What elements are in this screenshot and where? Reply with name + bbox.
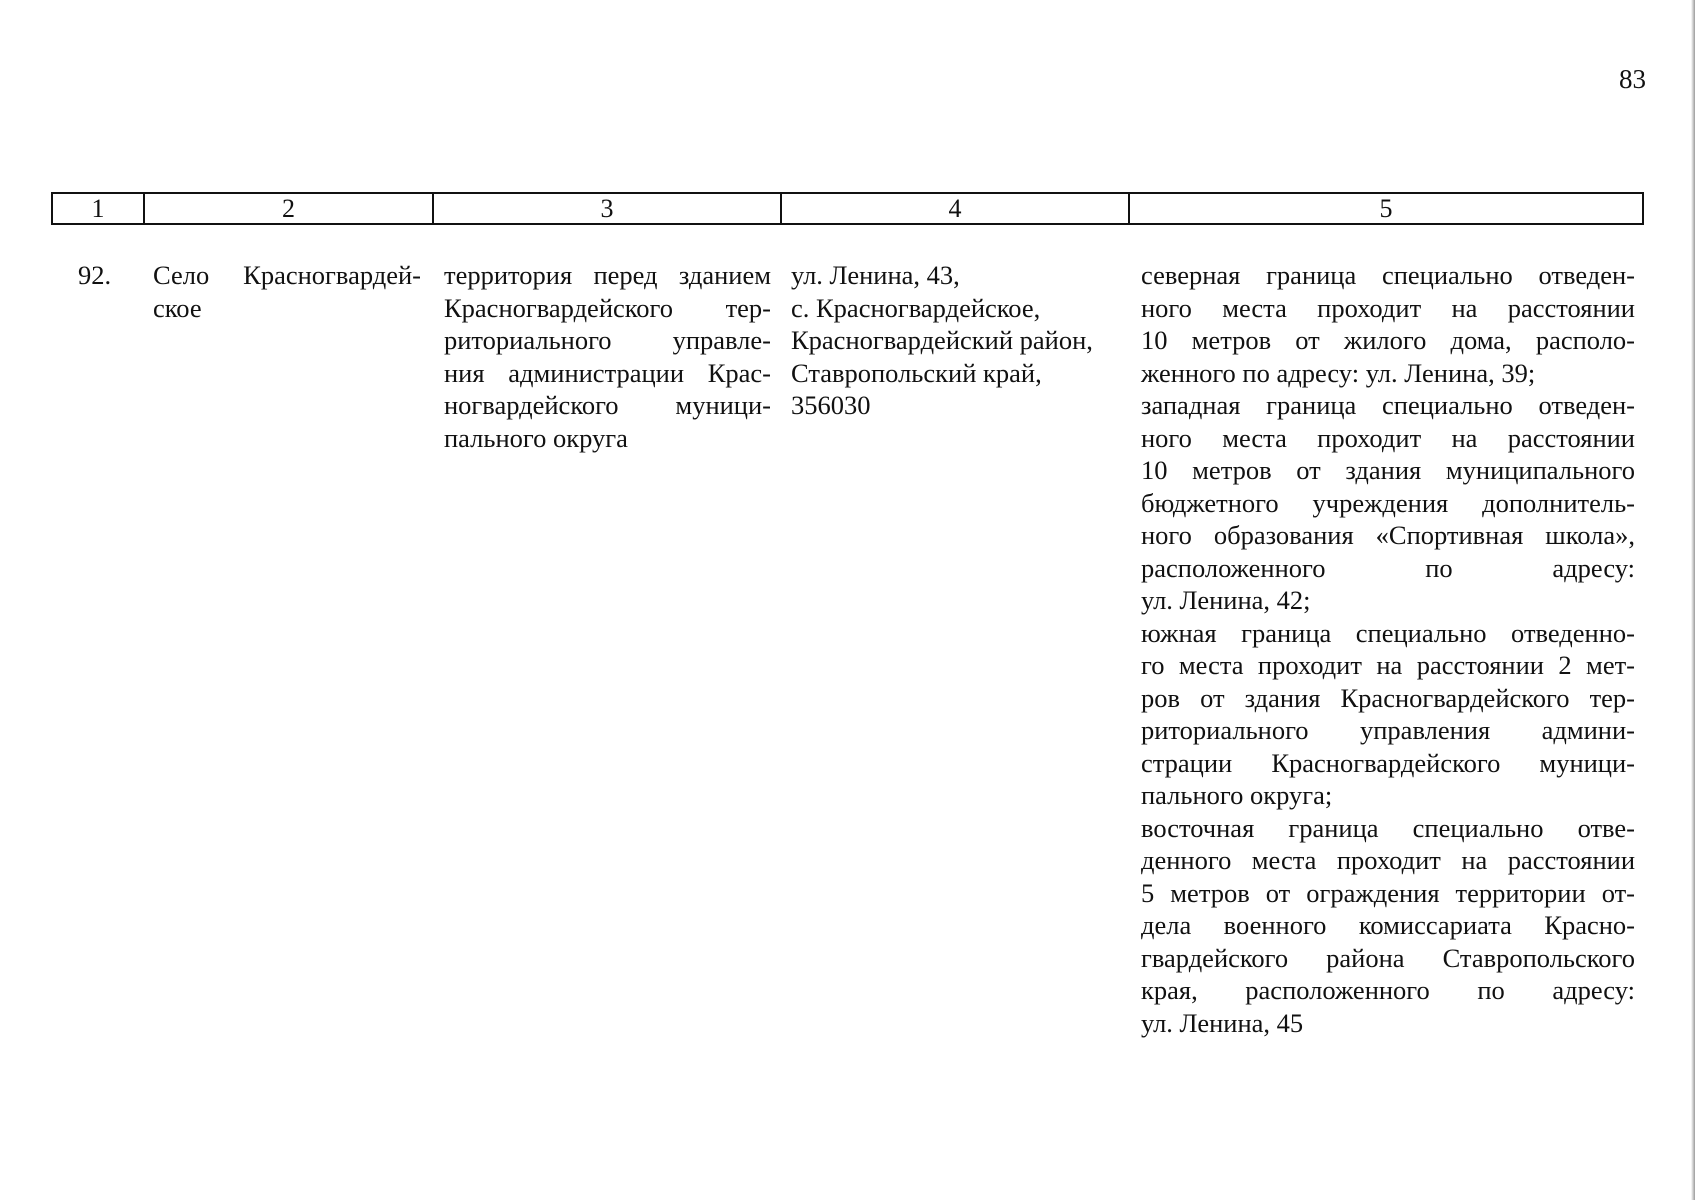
boundary-line: южная граница специально отведенно- bbox=[1141, 617, 1635, 648]
boundary-line: ного места проходит на расстоянии bbox=[1141, 422, 1635, 453]
settlement-line: Село Красногвардей- bbox=[153, 260, 421, 290]
row-number bbox=[78, 259, 138, 292]
boundary-line: северная граница специально отведен- bbox=[1141, 260, 1635, 290]
boundary-line: женного по адресу: ул. Ленина, 39; bbox=[1141, 357, 1536, 388]
settlement-line: ское bbox=[153, 292, 202, 323]
address-cell bbox=[791, 259, 1121, 422]
location-line: Красногвардейского тер- bbox=[444, 292, 771, 323]
boundary-line: ного места проходит на расстоянии bbox=[1141, 292, 1635, 323]
boundary-line: гвардейского района Ставропольского bbox=[1141, 942, 1635, 973]
boundary-line: риториального управления админи- bbox=[1141, 715, 1635, 745]
boundary-line: пального округа; bbox=[1141, 780, 1333, 810]
address-line: с. Красногвардейское, bbox=[791, 292, 1041, 323]
address-line: ул. Ленина, 43, bbox=[791, 260, 960, 290]
boundary-line: страции Красногвардейского муници- bbox=[1141, 747, 1635, 778]
boundary-line: ул. Ленина, 45 bbox=[1141, 1007, 1304, 1038]
location-line: ногвардейского муници- bbox=[444, 390, 771, 420]
address-line: 356030 bbox=[791, 390, 871, 420]
boundary-line: 10 метров от здания муниципального bbox=[1141, 455, 1635, 485]
location-line: территория перед зданием bbox=[444, 260, 771, 290]
page-number: 83 bbox=[1619, 64, 1646, 94]
boundary-line: 10 метров от жилого дома, располо- bbox=[1141, 325, 1635, 355]
page-edge-shadow bbox=[1691, 0, 1695, 1200]
boundary-line: ного образования «Спортивная школа», bbox=[1141, 520, 1635, 550]
address-line: Ставропольский край, bbox=[791, 357, 1042, 388]
header-cell-4: 4 bbox=[782, 194, 1130, 223]
table-header-row bbox=[51, 192, 1644, 225]
boundary-line: бюджетного учреждения дополнитель- bbox=[1141, 487, 1635, 518]
boundary-line: ров от здания Красногвардейского тер- bbox=[1141, 682, 1635, 713]
settlement-cell bbox=[153, 259, 421, 324]
header-cell-2: 2 bbox=[145, 194, 434, 223]
row-number-text: 92. bbox=[78, 260, 112, 290]
boundary-cell bbox=[1141, 259, 1635, 1039]
boundary-line: восточная граница специально отве- bbox=[1141, 812, 1635, 843]
location-line: риториального управле- bbox=[444, 325, 771, 355]
boundary-line: западная граница специально отведен- bbox=[1141, 390, 1635, 420]
boundary-line: ул. Ленина, 42; bbox=[1141, 585, 1311, 615]
boundary-line: дела военного комиссариата Красно- bbox=[1141, 910, 1635, 940]
boundary-line: 5 метров от ограждения территории от- bbox=[1141, 877, 1635, 908]
header-cell-3: 3 bbox=[434, 194, 782, 223]
header-cell-5: 5 bbox=[1379, 194, 1393, 223]
boundary-line: расположенного по адресу: bbox=[1141, 552, 1635, 583]
boundary-line: денного места проходит на расстоянии bbox=[1141, 845, 1635, 875]
location-line: пального округа bbox=[444, 422, 628, 453]
boundary-line: края, расположенного по адресу: bbox=[1141, 975, 1635, 1005]
location-cell bbox=[444, 259, 771, 454]
header-cell-1: 1 bbox=[53, 194, 145, 223]
location-line: ния администрации Крас- bbox=[444, 357, 771, 388]
boundary-line: го места проходит на расстоянии 2 мет- bbox=[1141, 650, 1635, 680]
address-line: Красногвардейский район, bbox=[791, 325, 1093, 355]
